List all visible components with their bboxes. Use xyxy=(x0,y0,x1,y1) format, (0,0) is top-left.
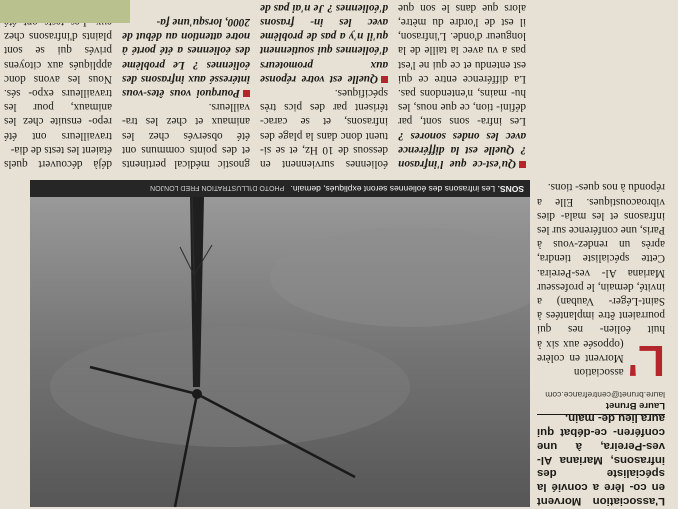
caption-text: Les infrasons des éoliennes seront expliqués, demain. xyxy=(290,184,496,194)
green-sidebar-box xyxy=(0,0,130,23)
lead-paragraph: L'association Morvent en co- lère a convié la spécialiste des infrasons, Mariana Al- ves-Pereira, à une conféren- ce-débat qui aura lieu de- main. xyxy=(537,412,665,507)
wind-turbine-photo xyxy=(30,197,530,507)
article-column-4 xyxy=(122,15,250,171)
column-3-text: éoliennes surviennent en dessous de 10 Hz, et se si- tuent donc dans la plage des infrasons, et se carac- térisent par des pics très spécifiques. xyxy=(260,86,388,170)
article-column-1 xyxy=(537,180,665,385)
photo-caption xyxy=(30,180,530,197)
column-5-text: travailleurs ont été repo- ensuite chez les animaux, pour les travailleurs expo- sés. Nous les avons donc appliqués aux citoyens privés qui se sont plaints d'infrasons chez xyxy=(4,30,112,142)
drop-cap: L' xyxy=(627,336,665,385)
question-marker-icon xyxy=(519,161,526,168)
column-5-intro: déjà découvert quels étaient les tests de dia- xyxy=(4,143,112,170)
byline xyxy=(537,390,665,415)
question-3: Quelle est votre réponse aux promoteurs d'éoliennes qui soutiennent qu'il n'y a pas de problème avec les in- frasons d'éoliennes ? Je n'ai pas de xyxy=(260,1,388,85)
question-marker-icon xyxy=(381,76,388,83)
wind-turbine-illustration xyxy=(30,197,530,507)
article-column-5 xyxy=(4,0,112,171)
author-name: Laure Brunet xyxy=(605,400,665,411)
photo-credit: PHOTO D'ILLUSTRATION FRED LONJON xyxy=(150,184,285,191)
column-4-text: gnostic médical pertinents et des points communs ont été observés chez les animaux et chez les tra- vailleurs. xyxy=(122,101,250,170)
article-column-2 xyxy=(398,0,526,171)
question-4: Pourquoi vous êtes-vous intéressé aux infrasons des éoliennes ? Le problème des éoliennes a été porté à notre attention au début de 2000, lorsqu'une fa- xyxy=(122,15,250,99)
author-email: laure.brunet@centrefrance.com xyxy=(545,390,665,400)
question-marker-icon xyxy=(243,90,250,97)
column-2-text: Les infra- sons sont, par défini- tion, ce que nous, les hu- mains, n'entendons pas. La différence entre ce qui est entendu et ce qui ne l'est pas a vu avec la taille de la longueur d'onde. L'infrason, il est de l'ordre du mètre, alors que dans le son que xyxy=(398,1,526,128)
article-column-3 xyxy=(260,0,388,171)
question-1: Qu'est-ce que l'infrason ? xyxy=(398,143,526,170)
column-1-text: association Morvent en colère (opposée aux six à huit éolien- nes qui pourraient être implantées à Saint-Léger- Vauban) a invité, demain, le professeur Mariana Al- ves-Pereira. Cette spécialiste tiendra, après un rendez-vous à Paris, une conférence sur les infrasons et les mala- dies vibroacoustiques. Elle a répondu à nos ques- tions. xyxy=(537,181,665,378)
question-2: Quelle est la différence avec les ondes sonores ? xyxy=(398,129,526,156)
caption-label: SONS. xyxy=(497,184,524,194)
